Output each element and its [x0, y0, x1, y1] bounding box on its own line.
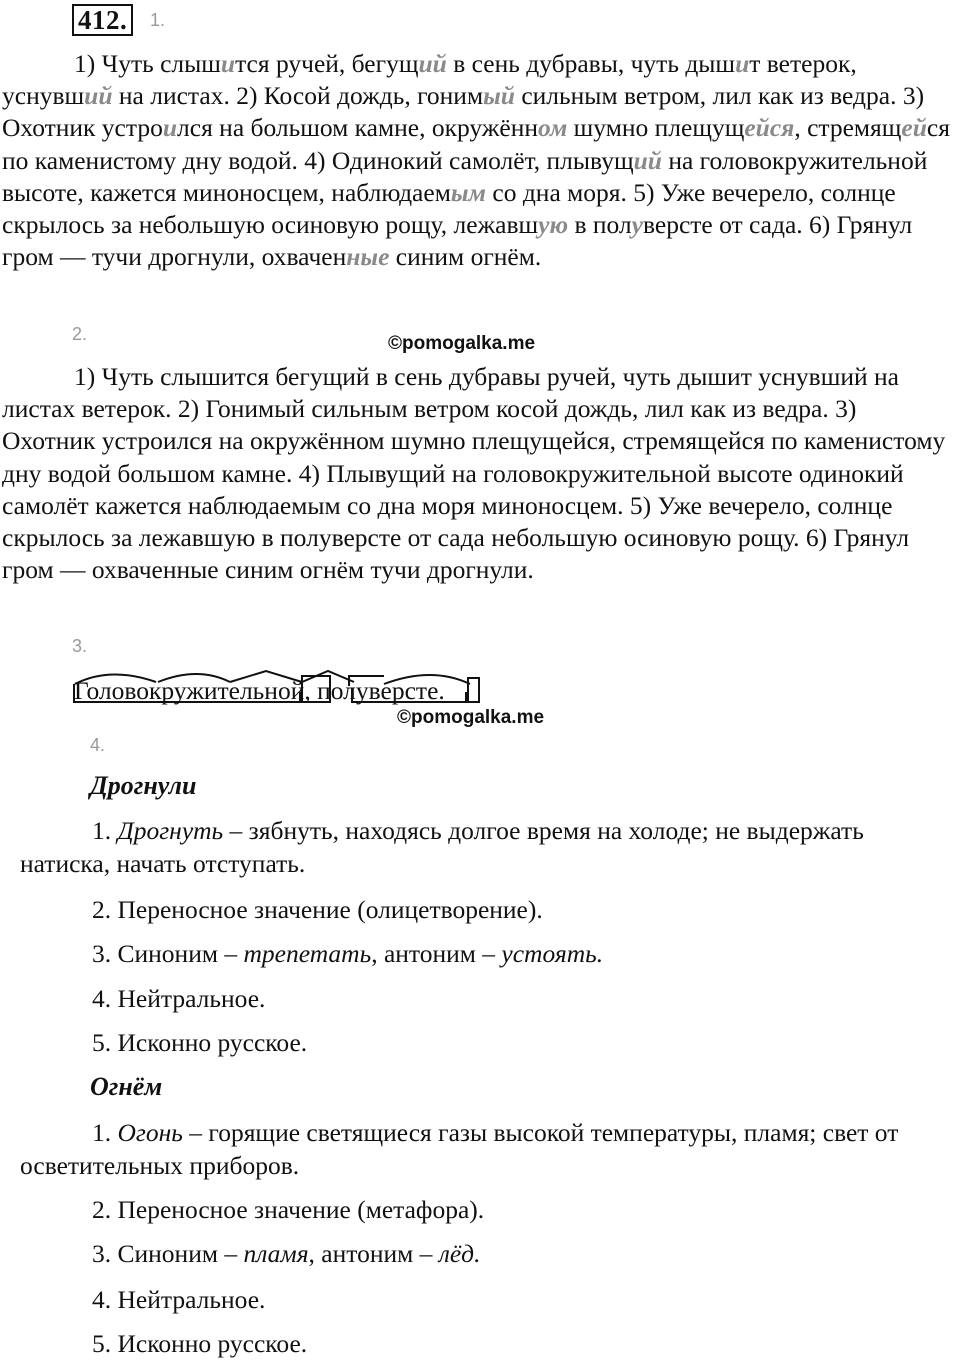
style-note: 4. Нейтральное.: [92, 1285, 266, 1314]
watermark: ©pomogalka.me: [397, 707, 545, 728]
section-number-1: 1.: [150, 10, 166, 30]
morpheme-word-2: полуверсте: [317, 676, 439, 705]
part1-text: 1) Чуть слышится ручей, бегущий в сень дубравы, чуть дышит ветерок, уснувший на листах. 2) Косой дождь, гонимый сильным ветром, лил как из ведра. 3) Охотник устроился на большом камне, окружённом шумно плещущейся, стремящейся по каменистому дну водой. 4) Одинокий самолёт, плывущий на головокружительной высоте, кажется миноносцем, наблюдаемым со дна моря. 5) Уже вечерело, солнце скрылось за небольшую осиновую рощу, лежавшую в полуверсте от сада. 6) Грянул гром — тучи дрогнули, охваченные синим огнём.: [2, 49, 950, 272]
meaning-type: 2. Переносное значение (олицетворение).: [92, 895, 543, 924]
synonym-antonym: 3. Синоним – трепетать, антоним – устоять.: [92, 939, 604, 968]
word-title: Дрогнули: [90, 771, 197, 800]
exercise-header: [72, 2, 133, 36]
watermark: ©pomogalka.me: [388, 333, 536, 354]
definition: 1. Дрогнуть – зябнуть, находясь долгое время на холоде; не выдержать натиска, начать отступать.: [20, 816, 864, 878]
definition: 1. Огонь – горящие светящиеся газы высокой температуры, пламя; свет от осветительных приборов.: [20, 1118, 899, 1180]
style-note: 4. Нейтральное.: [92, 984, 266, 1013]
exercise-number: 412.: [72, 4, 133, 36]
morpheme-word-1: Головокружительной: [74, 676, 305, 705]
origin-note: 5. Исконно русское.: [92, 1329, 308, 1358]
origin-note: 5. Исконно русское.: [92, 1028, 308, 1057]
part2-text: 1) Чуть слышится бегущий в сень дубравы ручей, чуть дышит уснувший на листах ветерок. 2) Гонимый сильным ветром косой дождь, лил как из ведра. 3) Охотник устроился на окружённом шумно плещущейся, стремящейся по каменистому дну водой большом камне. 4) Плывущий на головокружительной высоте одинокий самолёт кажется наблюдаемым со дна моря миноносцем. 5) Уже вечерело, солнце скрылось за лежавшую в полуверсте от сада небольшую осиновую рощу. 6) Грянул гром — охваченные синим огнём тучи дрогнули.: [2, 362, 946, 585]
word-title: Огнём: [90, 1072, 163, 1101]
morpheme-analysis: [70, 662, 570, 710]
morpheme-words: Головокружительной, полуверсте.: [74, 676, 445, 705]
section-number-2: 2.: [72, 324, 88, 344]
synonym-antonym: 3. Синоним – пламя, антоним – лёд.: [92, 1239, 481, 1268]
section-number-3: 3.: [72, 636, 88, 656]
section-number-4: 4.: [90, 735, 106, 755]
meaning-type: 2. Переносное значение (метафора).: [92, 1195, 485, 1224]
